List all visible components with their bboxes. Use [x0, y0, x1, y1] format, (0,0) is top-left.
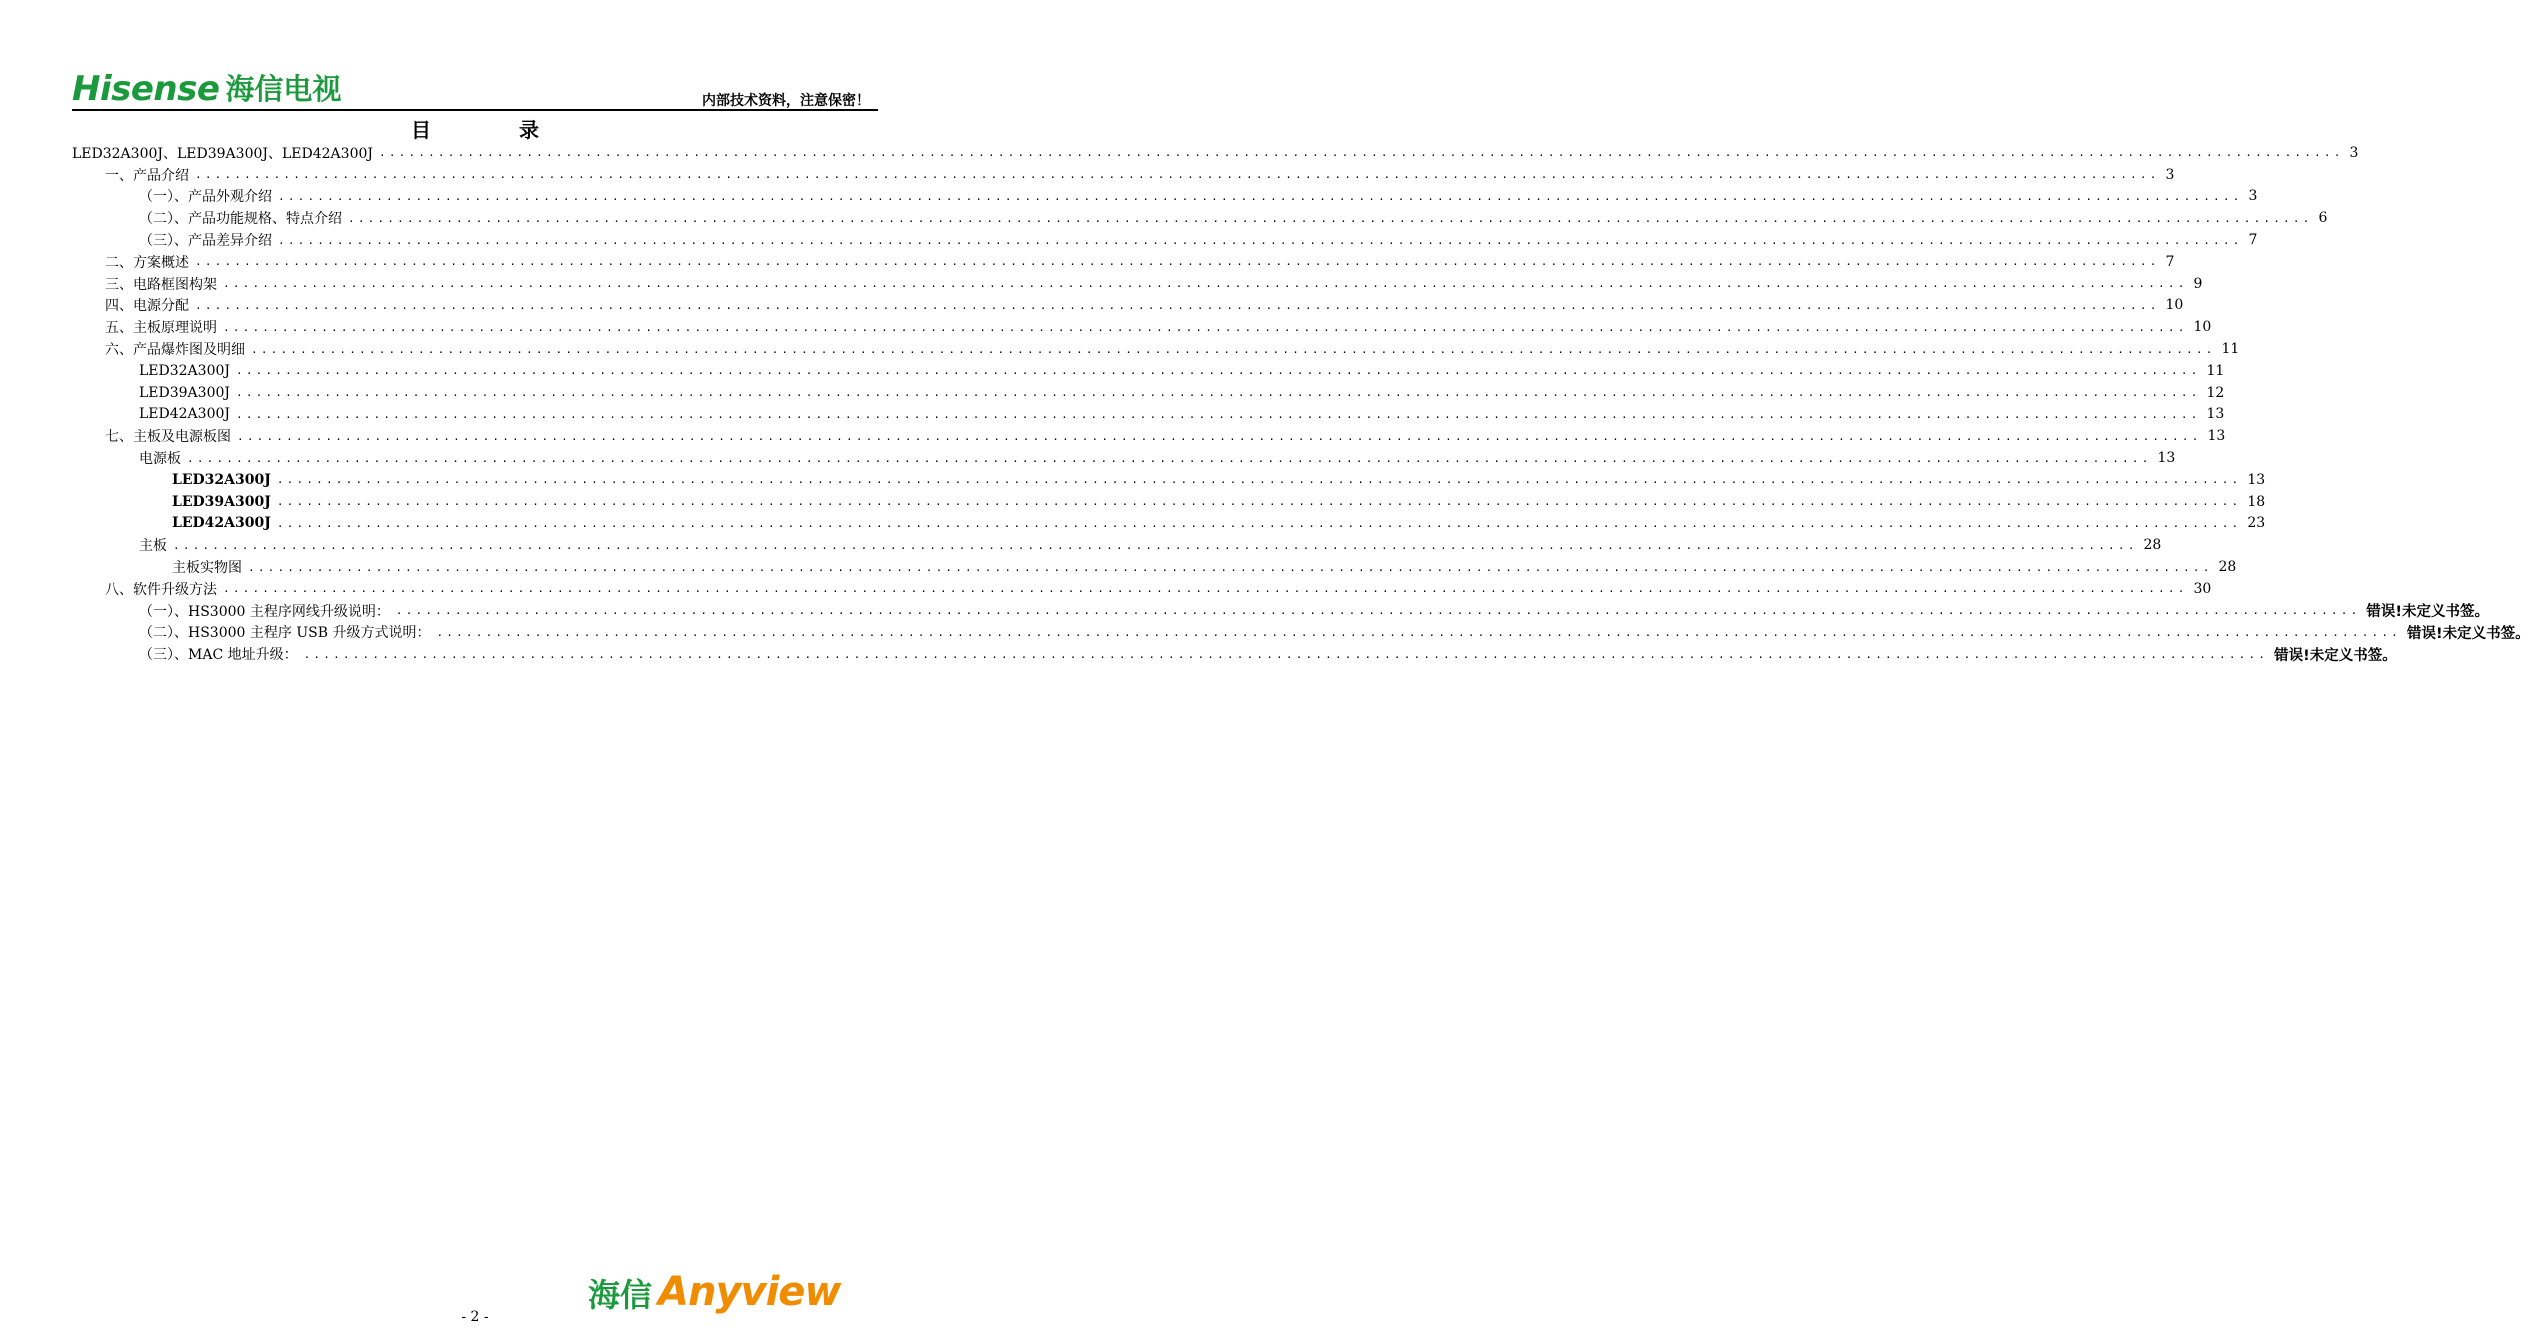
toc-entry[interactable]: [72, 164, 2175, 186]
footer-logo-english: Anyview: [658, 1269, 841, 1315]
toc-leader-dots: ........................................................................................................................................................................................................: [276, 516, 2242, 530]
toc-entry[interactable]: [72, 142, 2359, 164]
toc-entry-label: 三、电路框图构架: [105, 276, 217, 293]
toc-entry-page: 错误!未定义书签。: [2366, 604, 2490, 621]
toc-title: 目录: [411, 118, 627, 142]
toc-entry[interactable]: [72, 491, 2266, 513]
toc-leader-dots: ........................................................................................................................................................................................................: [195, 168, 2160, 182]
toc-leader-dots: ........................................................................................................................................................................................................: [348, 211, 2313, 225]
toc-entry-page: 11: [2206, 362, 2225, 379]
toc-entry-page: 7: [2165, 253, 2175, 270]
toc-leader-dots: ........................................................................................................................................................................................................: [251, 342, 2216, 356]
toc-entry-label: 八、软件升级方法: [105, 581, 217, 598]
toc-entry[interactable]: [72, 600, 2490, 622]
toc-entry-label: 电源板: [139, 451, 181, 468]
toc-leader-dots: ........................................................................................................................................................................................................: [223, 320, 2188, 334]
toc-entry-label: LED42A300J: [172, 515, 271, 532]
toc-entry-label: 四、电源分配: [105, 298, 189, 315]
toc-leader-dots: ........................................................................................................................................................................................................: [236, 364, 2201, 378]
toc-entry-label: LED32A300J: [139, 362, 230, 379]
toc-entry[interactable]: [72, 469, 2266, 491]
toc-entry[interactable]: [72, 229, 2258, 251]
toc-entry-label: 二、方案概述: [105, 254, 189, 271]
toc-entry-page: 3: [2248, 188, 2258, 205]
toc-entry-page: 28: [2143, 537, 2162, 554]
toc-entry[interactable]: [72, 251, 2175, 273]
toc-entry-page: 13: [2206, 406, 2225, 423]
anyview-logo: [588, 1270, 840, 1314]
toc-entry[interactable]: [72, 186, 2258, 208]
toc-entry-page: 3: [2349, 144, 2359, 161]
toc-entry-label: 六、产品爆炸图及明细: [105, 342, 245, 359]
logo-chinese: 海信电视: [225, 72, 342, 106]
footer-logo-chinese: 海信: [588, 1276, 653, 1314]
toc-entry-label: （三）、MAC 地址升级：: [139, 647, 298, 664]
toc-entry-label: LED32A300J: [172, 471, 271, 488]
toc-entry[interactable]: [72, 316, 2212, 338]
toc-entry-page: 11: [2221, 341, 2240, 358]
hisense-logo: [72, 66, 342, 109]
toc-entry-label: LED42A300J: [139, 406, 230, 423]
toc-entry[interactable]: [72, 273, 2203, 295]
toc-leader-dots: ........................................................................................................................................................................................................: [195, 298, 2160, 312]
table-of-contents: [72, 142, 2530, 665]
toc-entry[interactable]: [72, 338, 2240, 360]
toc-entry[interactable]: [72, 404, 2225, 426]
toc-leader-dots: ........................................................................................................................................................................................................: [195, 255, 2160, 269]
toc-entry-label: （一）、HS3000 主程序网线升级说明：: [139, 603, 390, 620]
toc-leader-dots: ........................................................................................................................................................................................................: [173, 538, 2138, 552]
toc-entry-label: LED39A300J: [172, 493, 271, 510]
toc-leader-dots: ........................................................................................................................................................................................................: [276, 473, 2242, 487]
toc-entry-page: 13: [2247, 471, 2266, 488]
toc-entry-label: （二）、产品功能规格、特点介绍: [139, 211, 342, 228]
toc-leader-dots: ........................................................................................................................................................................................................: [395, 604, 2361, 618]
toc-entry[interactable]: [72, 207, 2328, 229]
toc-entry-label: LED32A300J、LED39A300J、LED42A300J: [72, 145, 373, 162]
toc-entry-page: 13: [2207, 428, 2226, 445]
toc-leader-dots: ........................................................................................................................................................................................................: [436, 625, 2401, 639]
toc-entry-page: 10: [2165, 297, 2184, 314]
toc-entry-label: 主板实物图: [172, 560, 242, 577]
toc-entry[interactable]: [72, 295, 2184, 317]
toc-leader-dots: ........................................................................................................................................................................................................: [278, 233, 2243, 247]
toc-entry-page: 3: [2165, 166, 2175, 183]
toc-entry-page: 23: [2247, 515, 2266, 532]
toc-entry-page: 28: [2218, 559, 2237, 576]
header-divider: [72, 109, 878, 111]
toc-entry-label: 一、产品介绍: [105, 167, 189, 184]
toc-entry-label: 七、主板及电源板图: [105, 429, 231, 446]
toc-entry-page: 错误!未定义书签。: [2406, 625, 2530, 642]
toc-leader-dots: ........................................................................................................................................................................................................: [248, 560, 2213, 574]
toc-entry-page: 9: [2193, 275, 2203, 292]
toc-entry[interactable]: [72, 643, 2397, 665]
page-number: - 2 -: [461, 1309, 489, 1325]
toc-entry[interactable]: [72, 447, 2176, 469]
toc-leader-dots: ........................................................................................................................................................................................................: [223, 582, 2188, 596]
confidential-note: 内部技术资料，注意保密！: [702, 93, 870, 109]
toc-leader-dots: ........................................................................................................................................................................................................: [379, 146, 2344, 160]
toc-entry-label: 主板: [139, 538, 167, 555]
toc-entry-label: LED39A300J: [139, 384, 230, 401]
toc-entry-page: 18: [2247, 493, 2266, 510]
toc-leader-dots: ........................................................................................................................................................................................................: [237, 429, 2202, 443]
toc-entry-page: 10: [2193, 319, 2212, 336]
toc-entry-page: 13: [2157, 450, 2176, 467]
toc-entry-label: （二）、HS3000 主程序 USB 升级方式说明：: [139, 625, 431, 642]
toc-entry-page: 6: [2318, 210, 2328, 227]
toc-leader-dots: ........................................................................................................................................................................................................: [236, 386, 2201, 400]
logo-english: Hisense: [72, 69, 220, 109]
toc-entry-label: 五、主板原理说明: [105, 320, 217, 337]
toc-leader-dots: ........................................................................................................................................................................................................: [276, 495, 2242, 509]
toc-entry[interactable]: [72, 556, 2237, 578]
toc-entry[interactable]: [72, 578, 2212, 600]
toc-leader-dots: ........................................................................................................................................................................................................: [303, 647, 2269, 661]
toc-entry[interactable]: [72, 425, 2226, 447]
toc-entry-label: （三）、产品差异介绍: [139, 233, 272, 250]
toc-leader-dots: ........................................................................................................................................................................................................: [187, 451, 2152, 465]
toc-entry-page: 12: [2206, 384, 2225, 401]
toc-entry-label: （一）、产品外观介绍: [139, 189, 272, 206]
toc-leader-dots: ........................................................................................................................................................................................................: [278, 189, 2243, 203]
toc-leader-dots: ........................................................................................................................................................................................................: [236, 407, 2201, 421]
toc-entry[interactable]: [72, 513, 2266, 535]
toc-entry-page: 7: [2248, 232, 2258, 249]
toc-entry[interactable]: [72, 360, 2225, 382]
toc-leader-dots: ........................................................................................................................................................................................................: [223, 277, 2188, 291]
toc-entry[interactable]: [72, 534, 2162, 556]
toc-entry-page: 30: [2193, 580, 2212, 597]
toc-entry-page: 错误!未定义书签。: [2274, 647, 2397, 664]
toc-entry[interactable]: [72, 622, 2530, 644]
toc-entry[interactable]: [72, 382, 2225, 404]
